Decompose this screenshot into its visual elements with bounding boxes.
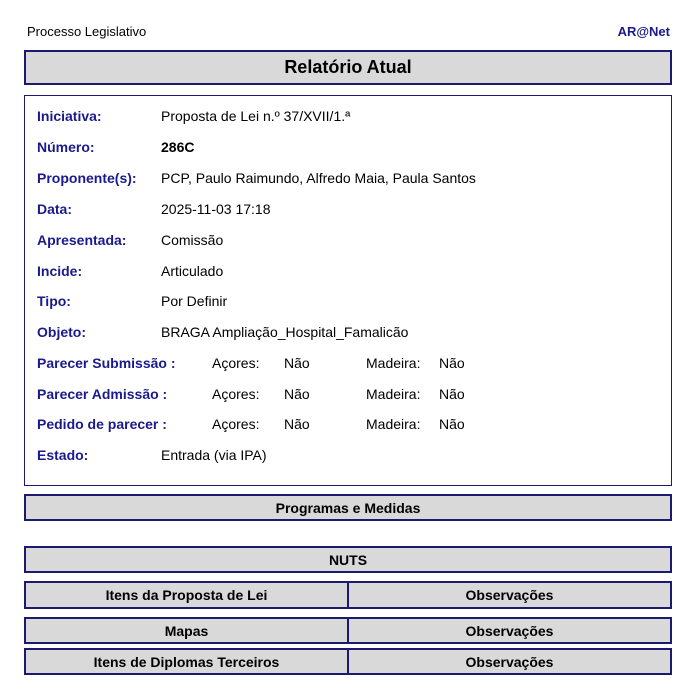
- itens-diplomas-observacoes: Observações: [465, 653, 554, 670]
- itens-proposta-observacoes: Observações: [465, 587, 554, 603]
- parecer-submissao-madeira-label: Madeira:: [366, 355, 421, 371]
- apresentada-label: Apresentada:: [37, 232, 127, 248]
- iniciativa-value: Proposta de Lei n.º 37/XVII/1.ª: [161, 108, 351, 124]
- details-panel: [24, 95, 672, 486]
- proponentes-value: PCP, Paulo Raimundo, Alfredo Maia, Paula Santos: [161, 170, 476, 186]
- tipo-label: Tipo:: [37, 293, 71, 309]
- pedido-parecer-acores-label: Açores:: [212, 416, 260, 432]
- itens-diplomas-label: Itens de Diplomas Terceiros: [26, 650, 349, 673]
- parecer-admissao-madeira-label: Madeira:: [366, 386, 421, 402]
- mapas-label: Mapas: [26, 619, 349, 642]
- row-objeto: [37, 322, 657, 342]
- page-header: [27, 24, 670, 42]
- apresentada-value: Comissão: [161, 232, 224, 248]
- numero-value: 286C: [161, 139, 195, 155]
- row-parecer-admissao: [37, 384, 657, 404]
- row-incide: [37, 261, 657, 281]
- row-apresentada: [37, 230, 657, 250]
- data-label: Data:: [37, 201, 73, 217]
- parecer-submissao-acores-label: Açores:: [212, 355, 260, 371]
- nuts-header: NUTS: [24, 546, 672, 573]
- row-parecer-submissao: [37, 353, 657, 373]
- pedido-parecer-label: Pedido de parecer :: [37, 416, 167, 432]
- parecer-submissao-madeira-value: Não: [439, 355, 465, 371]
- parecer-submissao-label: Parecer Submissão :: [37, 355, 176, 371]
- itens-proposta-label: Itens da Proposta de Lei: [26, 583, 349, 607]
- programas-medidas-header: Programas e Medidas: [24, 494, 672, 521]
- incide-label: Incide:: [37, 263, 83, 279]
- itens-proposta-header: [24, 581, 672, 609]
- tipo-value: Por Definir: [161, 293, 228, 309]
- parecer-admissao-acores-value: Não: [284, 386, 310, 402]
- row-numero: [37, 137, 657, 157]
- report-title: Relatório Atual: [24, 50, 672, 85]
- proponentes-label: Proponente(s):: [37, 170, 137, 186]
- row-proponentes: [37, 168, 657, 188]
- parecer-admissao-label: Parecer Admissão :: [37, 386, 168, 402]
- itens-diplomas-header: [24, 648, 672, 675]
- parecer-admissao-acores-label: Açores:: [212, 386, 260, 402]
- row-data: [37, 199, 657, 219]
- estado-label: Estado:: [37, 447, 89, 463]
- row-pedido-parecer: [37, 414, 657, 434]
- row-iniciativa: [37, 106, 657, 126]
- header-brand: AR@Net: [617, 24, 670, 39]
- parecer-submissao-acores-value: Não: [284, 355, 310, 371]
- iniciativa-label: Iniciativa:: [37, 108, 102, 124]
- row-tipo: [37, 291, 657, 311]
- pedido-parecer-madeira-value: Não: [439, 416, 465, 432]
- mapas-header: [24, 617, 672, 644]
- estado-value: Entrada (via IPA): [161, 447, 267, 463]
- parecer-admissao-madeira-value: Não: [439, 386, 465, 402]
- pedido-parecer-madeira-label: Madeira:: [366, 416, 421, 432]
- mapas-observacoes: Observações: [465, 622, 554, 639]
- objeto-value: BRAGA Ampliação_Hospital_Famalicão: [161, 324, 409, 340]
- pedido-parecer-acores-value: Não: [284, 416, 310, 432]
- row-estado: [37, 445, 657, 465]
- numero-label: Número:: [37, 139, 95, 155]
- data-value: 2025-11-03 17:18: [161, 201, 271, 217]
- incide-value: Articulado: [161, 263, 224, 279]
- objeto-label: Objeto:: [37, 324, 86, 340]
- header-title: Processo Legislativo: [27, 24, 147, 39]
